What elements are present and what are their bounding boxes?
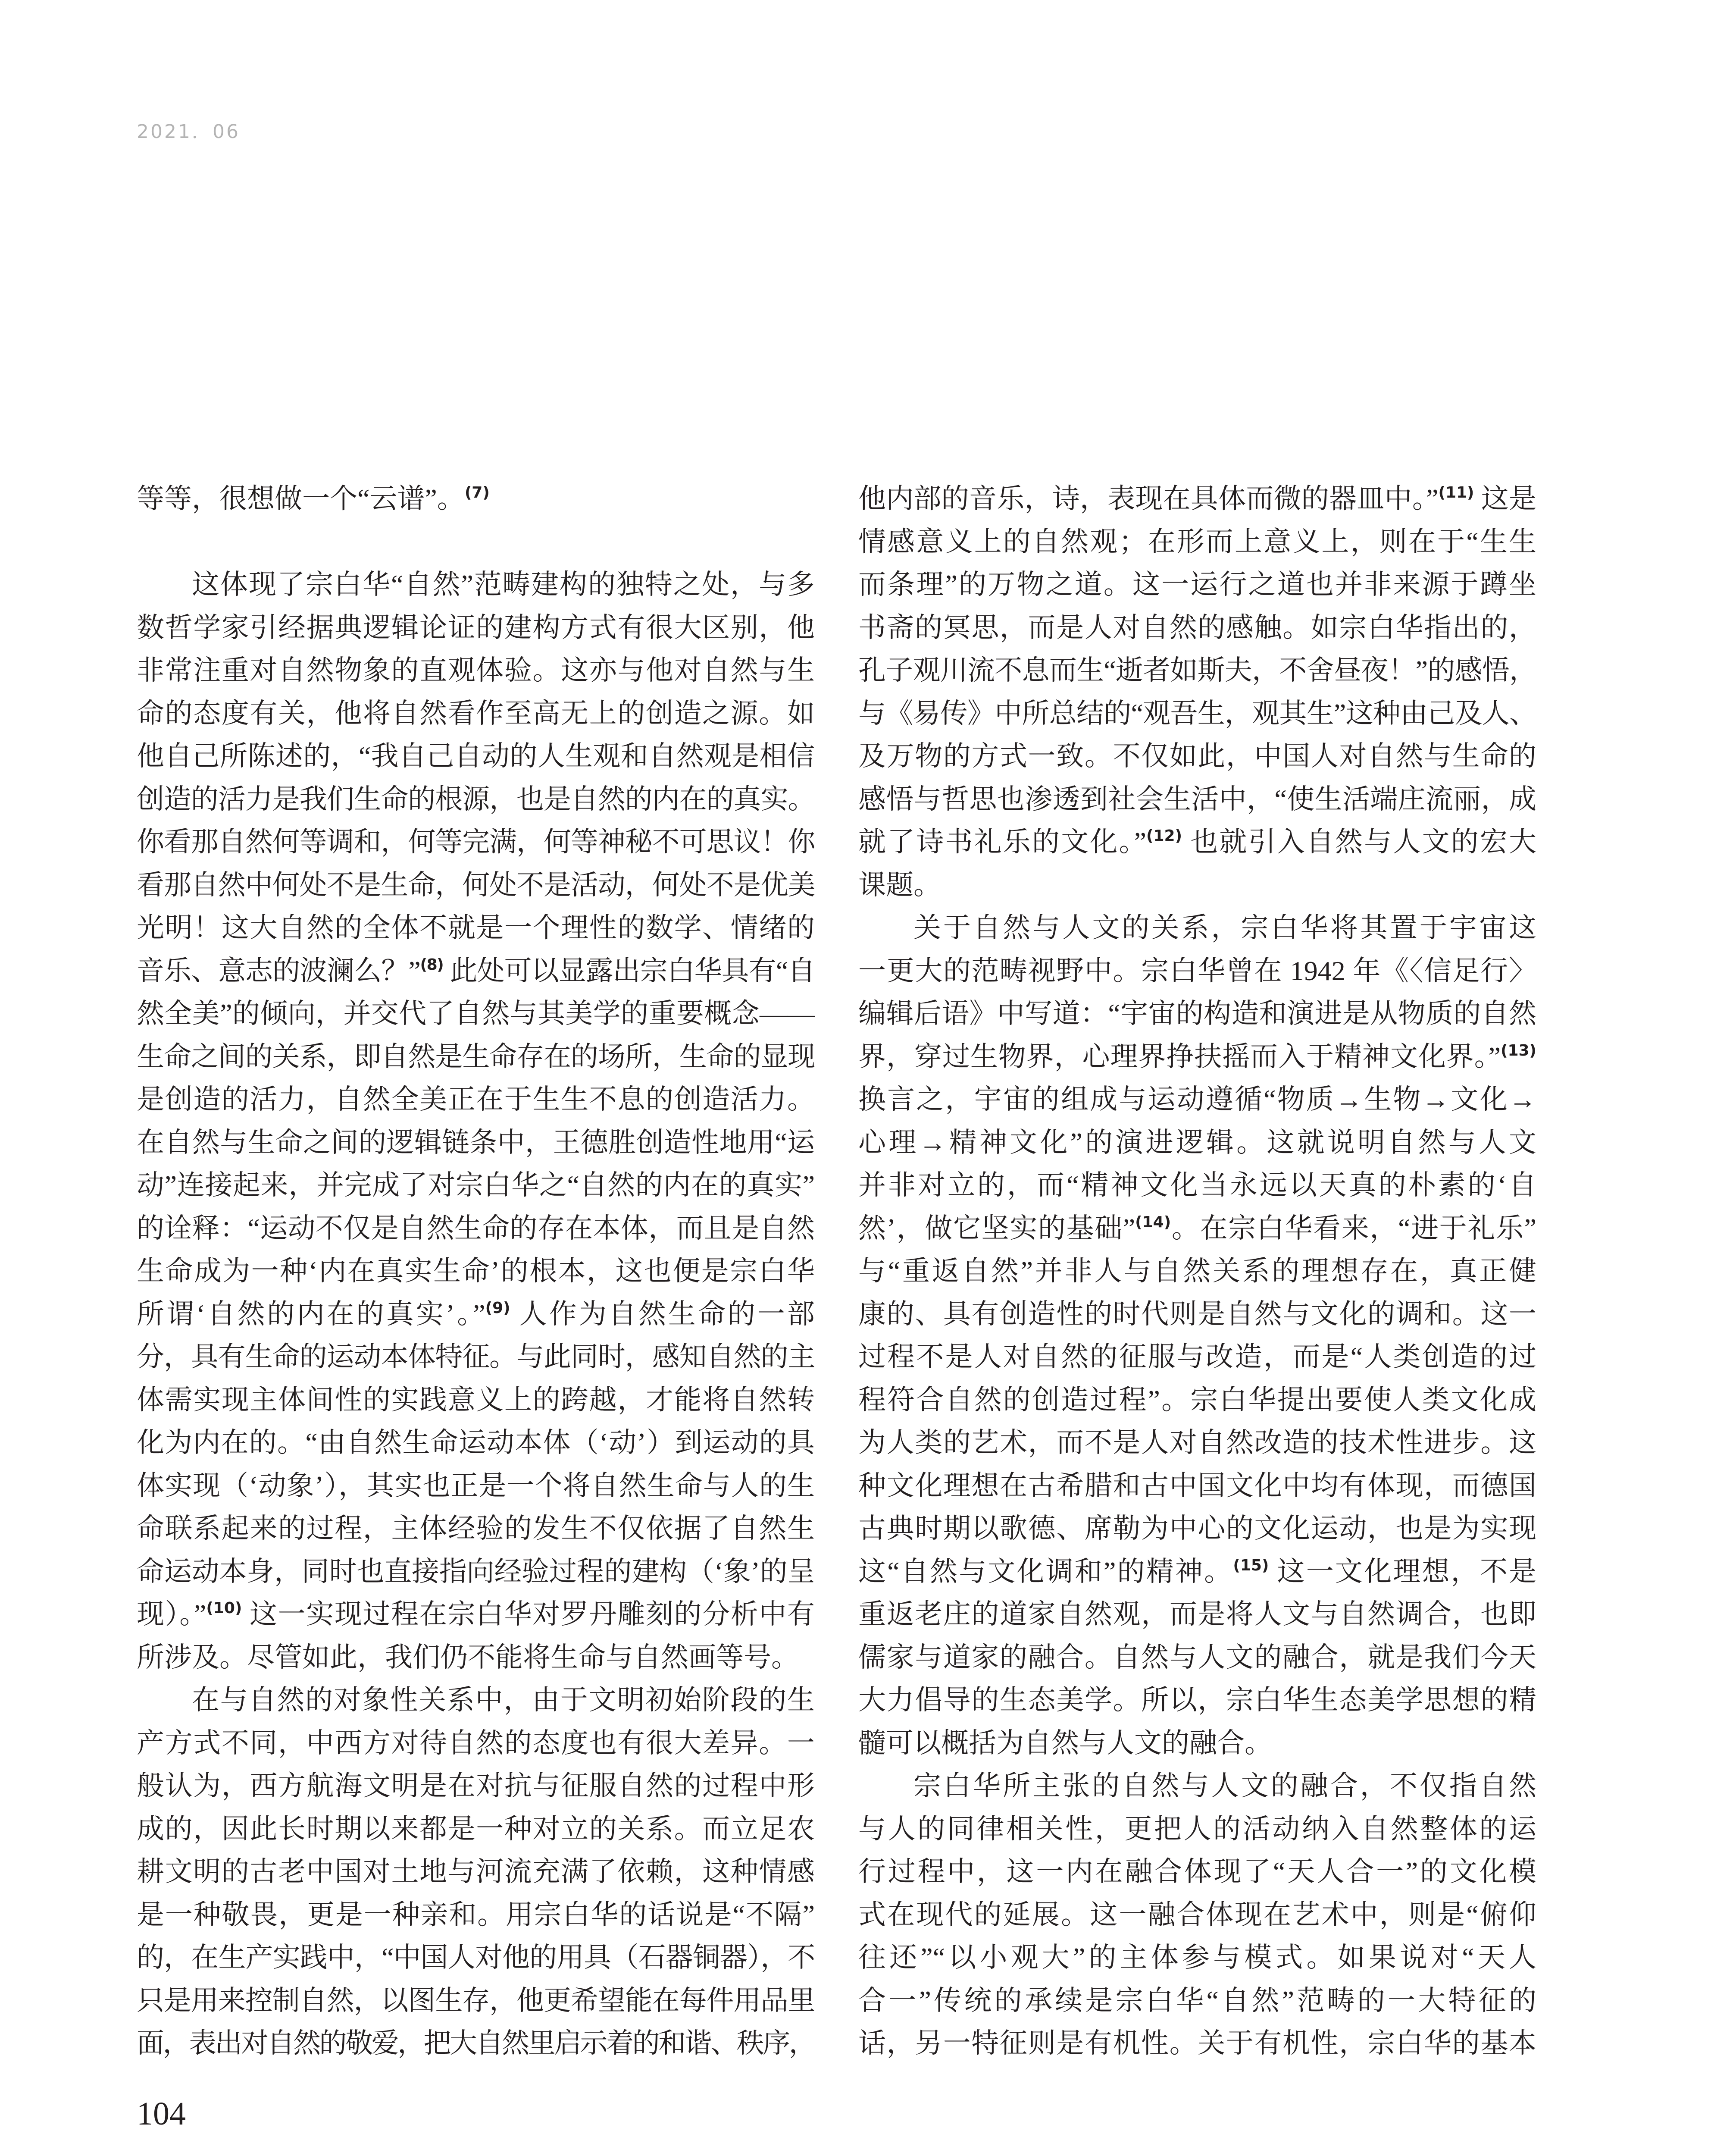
text-line xyxy=(137,1207,815,1250)
text-line xyxy=(858,864,1536,907)
text-line xyxy=(858,649,1536,692)
line-content xyxy=(858,1213,1536,1244)
text-line xyxy=(858,1679,1536,1722)
text-line xyxy=(858,1035,1536,1078)
line-content xyxy=(858,1170,1536,1200)
text-line xyxy=(137,1035,815,1078)
line-content xyxy=(137,1856,815,1887)
text-line xyxy=(137,1850,815,1893)
text-line xyxy=(858,1121,1536,1164)
line-text: 只是用来控制自然，以图生存，他更希望能在每件用品里 xyxy=(137,1985,815,2016)
text-line xyxy=(137,1507,815,1550)
text-line xyxy=(858,778,1536,821)
line-content xyxy=(137,1127,815,1158)
text-line xyxy=(137,1164,815,1207)
text-line xyxy=(858,1636,1536,1679)
line-content xyxy=(137,2028,815,2059)
text-line xyxy=(137,1722,815,1765)
line-text: 这体现了宗白华“自然”范畴建构的独特之处，与多 xyxy=(192,569,815,600)
line-text: 在自然与生命之间的逻辑链条中，王德胜创造性地用“运 xyxy=(137,1127,815,1158)
line-text: 与“重返自然”并非人与自然关系的理想存在，真正健 xyxy=(858,1256,1536,1286)
line-text: 情感意义上的自然观；在形而上意义上，则在于“生生 xyxy=(858,526,1536,557)
line-content xyxy=(137,1470,815,1501)
line-text: 及万物的方式一致。不仅如此，中国人对自然与生命的 xyxy=(858,741,1536,771)
text-line xyxy=(137,563,815,606)
line-content xyxy=(137,1213,815,1244)
line-content xyxy=(137,998,815,1029)
line-text: 与《易传》中所总结的“观吾生，观其生”这种由己及人、 xyxy=(858,698,1536,729)
text-line xyxy=(858,1379,1536,1422)
line-content xyxy=(137,1299,815,1329)
footnote-ref: (11) xyxy=(1438,484,1474,501)
line-text: 是一种敬畏，更是一种亲和。用宗白华的话说是“不隔” xyxy=(137,1899,815,1930)
line-text: 孔子观川流不息而生“逝者如斯夫，不舍昼夜！”的感悟， xyxy=(858,655,1536,686)
text-line xyxy=(137,1893,815,1937)
line-content xyxy=(858,698,1536,729)
line-text: 动”连接起来，并完成了对宗白华之“自然的内在的真实” xyxy=(137,1170,815,1200)
line-content xyxy=(858,1728,1272,1758)
text-line xyxy=(858,477,1536,520)
text-line xyxy=(858,1078,1536,1121)
text-line xyxy=(858,1293,1536,1336)
text-line xyxy=(858,563,1536,606)
line-text: 也就引入自然与人文的宏大 xyxy=(1182,827,1537,857)
left-column xyxy=(137,477,815,2065)
line-content xyxy=(858,1470,1536,1501)
line-content xyxy=(858,1041,1536,1072)
line-content xyxy=(858,1084,1536,1115)
line-text: 古典时期以歌德、席勒为中心的文化运动，也是为实现 xyxy=(858,1513,1536,1544)
text-line xyxy=(858,692,1536,735)
paragraph xyxy=(137,1679,815,2065)
line-content xyxy=(913,912,1536,943)
page-number: 104 xyxy=(137,2096,186,2132)
line-text: 命运动本身，同时也直接指向经验过程的建构（‘象’的呈 xyxy=(137,1556,815,1587)
text-line xyxy=(858,2022,1536,2065)
text-line xyxy=(137,1078,815,1121)
line-text: 现）。” xyxy=(137,1599,206,1630)
line-content xyxy=(858,741,1536,771)
line-content xyxy=(137,698,815,729)
line-text: 换言之，宇宙的组成与运动遵循“物质→生物→文化→ xyxy=(858,1084,1536,1115)
text-line xyxy=(137,950,815,993)
text-line xyxy=(858,1207,1536,1250)
line-text: 与人的同律相关性，更把人的活动纳入自然整体的运 xyxy=(858,1813,1536,1844)
text-line xyxy=(858,992,1536,1035)
line-content xyxy=(137,1427,815,1458)
line-text: 命的态度有关，他将自然看作至高无上的创造之源。如 xyxy=(137,698,815,729)
line-text: 看那自然中何处不是生命，何处不是活动，何处不是优美 xyxy=(137,869,815,900)
line-text: 而条理”的万物之道。这一运行之道也并非来源于蹲坐 xyxy=(858,569,1536,600)
line-content xyxy=(858,612,1536,643)
line-content xyxy=(858,1556,1536,1587)
line-content xyxy=(137,912,815,943)
line-text: 儒家与道家的融合。自然与人文的融合，就是我们今天 xyxy=(858,1642,1536,1673)
line-content xyxy=(192,1685,815,1715)
line-text: 程符合自然的创造过程”。宗白华提出要使人类文化成 xyxy=(858,1384,1536,1415)
line-text: 就了诗书礼乐的文化。” xyxy=(858,827,1147,857)
text-line xyxy=(858,906,1536,950)
line-content xyxy=(137,1771,815,1801)
line-content xyxy=(137,956,815,986)
text-line xyxy=(137,864,815,907)
line-content xyxy=(858,1127,1536,1158)
line-text: 是创造的活力，自然全美正在于生生不息的创造活力。 xyxy=(137,1084,815,1115)
footnote-ref: (9) xyxy=(485,1299,510,1317)
line-content xyxy=(858,526,1536,557)
line-text: 话，另一特征则是有机性。关于有机性，宗白华的基本 xyxy=(858,2028,1536,2059)
text-line xyxy=(858,1335,1536,1379)
line-text: 这一文化理想，不是 xyxy=(1269,1556,1537,1587)
line-content xyxy=(137,870,815,900)
footnote-ref: (10) xyxy=(206,1599,242,1617)
line-text: 然全美”的倾向，并交代了自然与其美学的重要概念—— xyxy=(137,998,815,1029)
text-line xyxy=(858,1507,1536,1550)
line-content xyxy=(858,1856,1536,1887)
text-line xyxy=(137,649,815,692)
line-content xyxy=(137,827,815,857)
line-text: 面，表出对自然的敬爱，把大自然里启示着的和谐、秩序， xyxy=(137,2028,815,2059)
text-line xyxy=(137,692,815,735)
line-text: 关于自然与人文的关系，宗白华将其置于宇宙这 xyxy=(913,912,1536,943)
line-content xyxy=(858,827,1536,857)
text-line xyxy=(858,1164,1536,1207)
line-content xyxy=(137,1985,815,2016)
line-text: 往还”“以小观大”的主体参与模式。如果说对“天人 xyxy=(858,1942,1536,1973)
line-text: 人作为自然生命的一部 xyxy=(510,1298,815,1329)
line-content xyxy=(858,569,1536,600)
line-content xyxy=(858,956,1536,986)
line-content xyxy=(858,784,1536,815)
line-text: 行过程中，这一内在融合体现了“天人合一”的文化模 xyxy=(858,1856,1536,1887)
line-content xyxy=(137,612,815,643)
text-line xyxy=(858,1722,1536,1765)
text-line xyxy=(137,1379,815,1422)
line-text: 成的，因此长时期以来都是一种对立的关系。而立足农 xyxy=(137,1813,815,1844)
line-text: 大力倡导的生态美学。所以，宗白华生态美学思想的精 xyxy=(858,1685,1536,1715)
line-text: 为人类的艺术，而不是人对自然改造的技术性进步。这 xyxy=(858,1427,1536,1458)
text-line xyxy=(137,477,815,520)
line-text: 的，在生产实践中，“中国人对他的用具（石器铜器），不 xyxy=(137,1942,815,1973)
line-text: 并非对立的，而“精神文化当永远以天真的朴素的‘自 xyxy=(858,1170,1536,1200)
text-line xyxy=(137,1764,815,1808)
line-text: 。在宗白华看来，“进于礼乐” xyxy=(1171,1213,1537,1244)
line-text: 一更大的范畴视野中。宗白华曾在 1942 年《〈信足行〉 xyxy=(858,955,1536,986)
line-content xyxy=(858,1814,1536,1844)
line-text: 体需实现主体间性的实践意义上的跨越，才能将自然转 xyxy=(137,1384,815,1415)
line-content xyxy=(137,655,815,686)
line-text: 等等，很想做一个“云谱”。 xyxy=(137,483,465,514)
line-content xyxy=(858,1385,1536,1415)
line-text: 此处可以显露出宗白华具有“自 xyxy=(443,955,815,986)
line-text: 创造的活力是我们生命的根源，也是自然的内在的真实。 xyxy=(137,783,815,815)
text-line xyxy=(858,1979,1536,2022)
line-text: 音乐、意志的波澜么？” xyxy=(137,955,420,986)
line-text: 这“自然与文化调和”的精神。 xyxy=(858,1556,1233,1587)
text-line xyxy=(137,1121,815,1164)
line-text: 重返老庄的道家自然观，而是将人文与自然调合，也即 xyxy=(858,1599,1536,1630)
footnote-ref: (15) xyxy=(1233,1556,1269,1574)
text-line xyxy=(858,1850,1536,1893)
text-line xyxy=(858,950,1536,993)
line-content xyxy=(858,1513,1536,1544)
text-line xyxy=(137,821,815,864)
line-content xyxy=(858,1685,1536,1715)
right-column xyxy=(858,477,1536,2065)
line-content xyxy=(137,1256,815,1286)
line-text: 感悟与哲思也渗透到社会生活中，“使生活端庄流丽，成 xyxy=(858,783,1536,815)
line-content xyxy=(137,1084,815,1115)
line-content xyxy=(858,1427,1536,1458)
line-content xyxy=(858,1599,1536,1630)
line-content xyxy=(137,784,815,815)
paragraph xyxy=(858,906,1536,1764)
line-content xyxy=(858,1899,1536,1930)
text-line xyxy=(858,735,1536,778)
line-text: 康的、具有创造性的时代则是自然与文化的调和。这一 xyxy=(858,1298,1536,1329)
text-line xyxy=(137,1979,815,2022)
text-line xyxy=(137,2022,815,2065)
line-text: 在与自然的对象性关系中，由于文明初始阶段的生 xyxy=(192,1685,815,1715)
line-content xyxy=(858,2028,1536,2059)
text-line xyxy=(137,1550,815,1593)
text-line xyxy=(858,821,1536,864)
line-content xyxy=(192,569,815,600)
line-content xyxy=(858,1985,1536,2016)
text-line xyxy=(137,1293,815,1336)
line-content xyxy=(137,1642,799,1673)
line-text: 分，具有生命的运动本体特征。与此同时，感知自然的主 xyxy=(137,1341,815,1372)
line-text: 化为内在的。“由自然生命运动本体（‘动’）到运动的具 xyxy=(137,1427,815,1458)
line-content xyxy=(858,1256,1536,1286)
line-text: 命联系起来的过程，主体经验的发生不仅依据了自然生 xyxy=(137,1513,815,1544)
line-text: 耕文明的古老中国对土地与河流充满了依赖，这种情感 xyxy=(137,1856,815,1887)
line-content xyxy=(137,1385,815,1415)
footnote-ref: (14) xyxy=(1135,1213,1171,1231)
line-text: 生命之间的关系，即自然是生命存在的场所，生命的显现 xyxy=(137,1041,815,1072)
line-text: 产方式不同，中西方对待自然的态度也有很大差异。一 xyxy=(137,1727,815,1758)
line-text: 他自己所陈述的，“我自己自动的人生观和自然观是相信 xyxy=(137,741,815,771)
line-text: 合一”传统的承续是宗白华“自然”范畴的一大特征的 xyxy=(858,1985,1536,2016)
line-text: 课题。 xyxy=(858,869,941,900)
line-content xyxy=(858,1642,1536,1673)
line-content xyxy=(137,741,815,771)
line-content xyxy=(137,1814,815,1844)
line-content xyxy=(858,1341,1536,1372)
text-line xyxy=(858,1464,1536,1507)
line-text: 书斋的冥思，而是人对自然的感触。如宗白华指出的， xyxy=(858,612,1536,643)
text-line xyxy=(858,1808,1536,1851)
text-line xyxy=(137,1936,815,1979)
journal-issue-header: 2021．06 xyxy=(137,121,240,143)
text-line xyxy=(137,606,815,649)
text-line xyxy=(858,1250,1536,1293)
text-line xyxy=(137,1464,815,1507)
text-line xyxy=(137,992,815,1035)
line-text: 光明！这大自然的全体不就是一个理性的数学、情绪的 xyxy=(137,912,815,943)
footnote-ref: (8) xyxy=(420,956,444,974)
line-content xyxy=(858,483,1536,514)
text-line xyxy=(137,1636,815,1679)
line-text: 体实现（‘动象’），其实也正是一个将自然生命与人的生 xyxy=(137,1470,815,1501)
text-line xyxy=(858,1764,1536,1808)
text-line xyxy=(137,778,815,821)
line-content xyxy=(137,1341,815,1372)
line-text: 非常注重对自然物象的直观体验。这亦与他对自然与生 xyxy=(137,655,815,686)
line-content xyxy=(137,1599,815,1630)
footnote-ref: (12) xyxy=(1146,827,1182,845)
text-line xyxy=(858,1593,1536,1636)
line-text: 过程不是人对自然的征服与改造，而是“人类创造的过 xyxy=(858,1341,1536,1372)
text-line xyxy=(137,1421,815,1464)
line-content xyxy=(137,1942,815,1973)
line-content xyxy=(137,483,490,514)
line-text: 种文化理想在古希腊和古中国文化中均有体现，而德国 xyxy=(858,1470,1536,1501)
paragraph xyxy=(858,1764,1536,2065)
line-text: 他内部的音乐，诗，表现在具体而微的器皿中。” xyxy=(858,483,1439,514)
line-content xyxy=(913,1771,1536,1801)
paragraph xyxy=(858,477,1536,906)
text-line xyxy=(858,1550,1536,1593)
line-content xyxy=(137,1041,815,1072)
line-text: 这是 xyxy=(1474,483,1537,514)
line-text: 你看那自然何等调和，何等完满，何等神秘不可思议！你 xyxy=(137,827,815,857)
line-content xyxy=(858,998,1536,1029)
line-content xyxy=(137,1728,815,1758)
footnote-ref: (7) xyxy=(464,484,490,501)
line-text: 编辑后语》中写道：“宇宙的构造和演进是从物质的自然 xyxy=(858,998,1536,1029)
line-content xyxy=(137,1899,815,1930)
line-content xyxy=(137,1513,815,1544)
line-content xyxy=(858,1942,1536,1973)
text-line xyxy=(137,1335,815,1379)
line-text: 的诠释：“运动不仅是自然生命的存在本体，而且是自然 xyxy=(137,1213,815,1244)
paragraph xyxy=(137,477,815,520)
line-text: 髓可以概括为自然与人文的融合。 xyxy=(858,1727,1272,1758)
line-content xyxy=(137,1170,815,1200)
line-content xyxy=(858,870,941,900)
footnote-ref: (13) xyxy=(1500,1041,1536,1059)
paragraph xyxy=(137,563,815,1679)
text-line xyxy=(137,735,815,778)
text-line xyxy=(858,520,1536,564)
text-line xyxy=(858,1421,1536,1464)
line-text: 式在现代的延展。这一融合体现在艺术中，则是“俯仰 xyxy=(858,1899,1536,1930)
line-content xyxy=(137,1556,815,1587)
text-line xyxy=(137,1250,815,1293)
text-line xyxy=(858,606,1536,649)
line-text: 心理→精神文化”的演进逻辑。这就说明自然与人文 xyxy=(858,1127,1536,1158)
line-text: 界，穿过生物界，心理界挣扶摇而入于精神文化界。” xyxy=(858,1041,1501,1072)
line-content xyxy=(858,1299,1536,1329)
line-text: 数哲学家引经据典逻辑论证的建构方式有很大区别，他 xyxy=(137,612,815,643)
text-line xyxy=(137,906,815,950)
text-line xyxy=(858,1936,1536,1979)
line-text: 然’，做它坚实的基础” xyxy=(858,1213,1135,1244)
line-content xyxy=(858,655,1536,686)
text-line xyxy=(137,1679,815,1722)
line-text: 生命成为一种‘内在真实生命’的根本，这也便是宗白华 xyxy=(137,1256,815,1286)
line-text: 宗白华所主张的自然与人文的融合，不仅指自然 xyxy=(913,1771,1536,1801)
text-line xyxy=(858,1893,1536,1937)
line-text: 这一实现过程在宗白华对罗丹雕刻的分析中有 xyxy=(242,1599,815,1630)
line-text: 所谓‘自然的内在的真实’。” xyxy=(137,1298,485,1329)
line-text: 所涉及。尽管如此，我们仍不能将生命与自然画等号。 xyxy=(137,1642,799,1673)
line-text: 般认为，西方航海文明是在对抗与征服自然的过程中形 xyxy=(137,1771,815,1801)
text-line xyxy=(137,1593,815,1636)
text-line xyxy=(137,1808,815,1851)
